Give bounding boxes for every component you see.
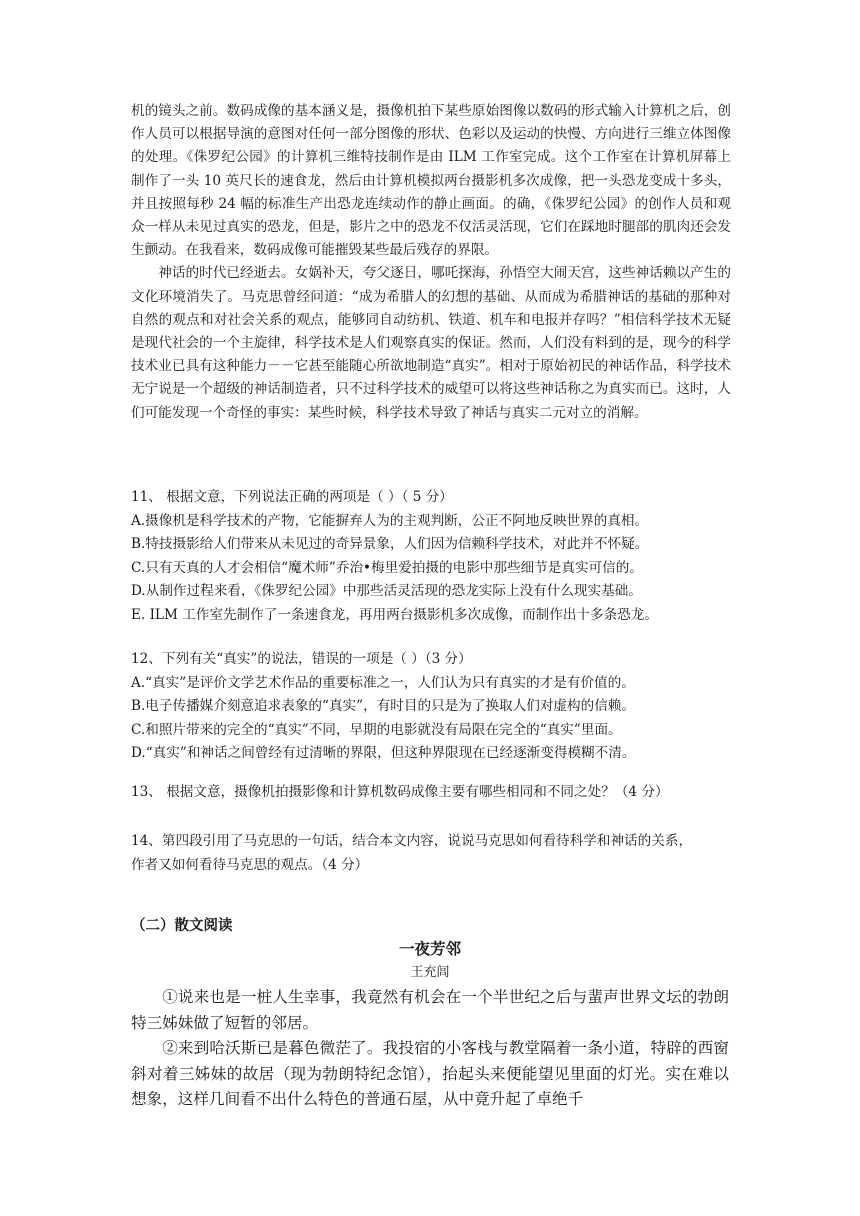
question-11 (131, 486, 741, 628)
essay-body (131, 985, 729, 1113)
option-b: B.特技摄影给人们带来从未见过的奇异景象，人们因为信赖科学技术，对此并不怀疑。 (131, 536, 649, 553)
question-stem-line: 14、第四段引用了马克思的一句话，结合本文内容，说说马克思如何看待科学和神话的关系， (131, 833, 693, 849)
reading-passage (131, 100, 731, 425)
passage-paragraph: 神话的时代已经逝去。女娲补天，夸父逐日，哪吒探海，孙悟空大闹天宫，这些神话赖以产生的文化环境消失了。马克思曾经问道：“成为希腊人的幻想的基础、从而成为希腊神话的基础的那种对自然的观点和对社会关系的观点，能够同自动纺机、铁道、机车和电报并存吗？”相信科学技术无疑是现代社会的一个主旋律，科学技术是人们观察真实的保证。然而，人们没有料到的是，现今的科学技术业已具有这种能力－－它甚至能随心所欲地制造“真实”。相对于原始初民的神话作品，科学技术无宁说是一个超级的神话制造者，只不过科学技术的威望可以将这些神话称之为真实而已。这时，人们可能发现一个奇怪的事实：某些时候，科学技术导致了神话与真实二元对立的消解。 (131, 265, 731, 421)
option-c: C.和照片带来的完全的“真实”不同，早期的电影就没有局限在完全的“真实”里面。 (131, 721, 622, 738)
option-a: A.“真实”是评价文学艺术作品的重要标准之一，人们认为只有真实的才是有价值的。 (131, 674, 635, 691)
essay-title: 一夜芳邻 (398, 939, 461, 958)
option-d: D.“真实”和神话之间曾经有过清晰的界限，但这种界限现在已经逐渐变得模糊不清。 (131, 745, 636, 762)
question-stem: 12、下列有关“真实”的说法，错误的一项是（ ）（3 分） (131, 651, 472, 667)
question-stem: 11、 根据文意，下列说法正确的两项是（ ）（ 5 分） (131, 489, 453, 505)
essay-paragraph: ①说来也是一桩人生幸事，我竟然有机会在一个半世纪之后与蜚声世界文坛的勃朗特三姊妹做了短暂的邻居。 (131, 988, 729, 1032)
essay-paragraph: ②来到哈沃斯已是暮色微茫了。我投宿的小客栈与教堂隔着一条小道，特辟的西窗斜对着三姊妹的故居（现为勃朗特纪念馆），抬起头来便能望见里面的灯光。实在难以想象，这样几间看不出什么特色的普通石屋，从中竟升起了卓绝千 (131, 1039, 729, 1108)
option-c: C.只有天真的人才会相信“魔术师”乔治•梅里爱拍摄的电影中那些细节是真实可信的。 (131, 559, 643, 576)
question-stem: 13、 根据文意，摄像机拍摄影像和计算机数码成像主要有哪些相同和不同之处？（4 分） (131, 784, 669, 800)
question-14 (131, 830, 741, 877)
section-heading: （二）散文阅读 (131, 917, 233, 934)
essay-author: 王充闾 (410, 965, 450, 980)
question-12 (131, 648, 741, 766)
option-b: B.电子传播媒介刻意追求表象的“真实”，有时目的只是为了换取人们对虚构的信赖。 (131, 698, 635, 715)
option-d: D.从制作过程来看，《侏罗纪公园》中那些活灵活现的恐龙实际上没有什么现实基础。 (131, 583, 642, 600)
question-stem-line: 作者又如何看待马克思的观点。（4 分） (131, 856, 369, 873)
option-e: E. ILM 工作室先制作了一条速食龙，再用两台摄影机多次成像，而制作出十多条恐龙。 (131, 606, 658, 623)
question-13 (131, 781, 741, 805)
option-a: A.摄像机是科学技术的产物，它能摒弃人为的主观判断，公正不阿地反映世界的真相。 (131, 512, 649, 529)
passage-paragraph: 机的镜头之前。数码成像的基本涵义是，摄像机拍下某些原始图像以数码的形式输入计算机之后，创作人员可以根据导演的意图对任何一部分图像的形状、色彩以及运动的快慢、方向进行三维立体图像的处理。《侏罗纪公园》的计算机三维特技制作是由 ILM 工作室完成。这个工作室在计算机屏幕上制作了一头 10 英尺长的速食龙，然后由计算机模拟两台摄影机多次成像，把一头恐龙变成十多头，并且按照每秒 24 幅的标准生产出恐龙连续动作的静止画面。的确，《侏罗纪公园》的创作人员和观众一样从未见过真实的恐龙，但是，影片之中的恐龙不仅活灵活现，它们在踩地时腿部的肌肉还会发生颤动。在我看来，数码成像可能摧毁某些最后残存的界限。 (131, 103, 731, 259)
